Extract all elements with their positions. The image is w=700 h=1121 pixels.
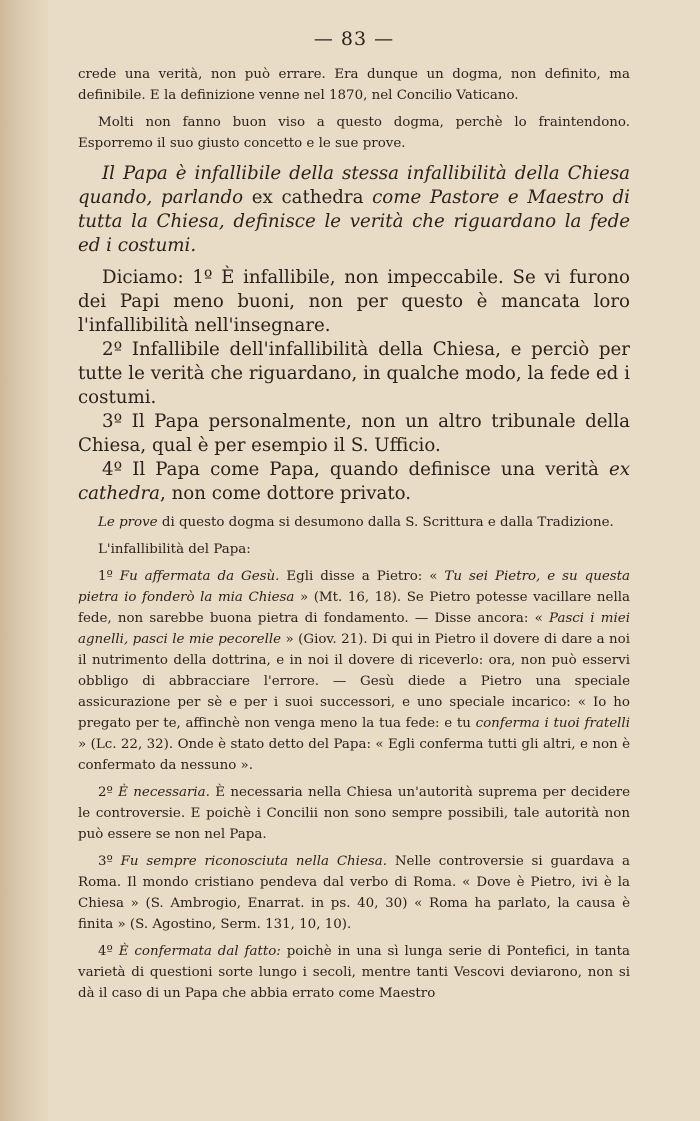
paragraph — [78, 112, 630, 154]
text-run: » (Giov. 21). Di qui in Pietro il dovere di dare a noi il nutrimento della dottrina, e in noi il dovere di riceverlo: ora, non può esservi obbligo di abbracciare l'errore. — Gesù diede a Pietro una speciale assicurazione per sè e per i suoi successori, e uno speciale incarico: « Io ho pregato per te, affinchè non venga meno la tua fede: e tu — [78, 632, 630, 731]
text-run: » (Lc. 22, 32). Onde è stato detto del Papa: « Egli conferma tutti gli altri, e non è confermato da nessuno ». — [78, 737, 630, 773]
italic-text-run: Pasci i miei agnelli, pasci le mie pecorelle — [78, 611, 630, 647]
italic-text-run: Il Papa è infallibile della stessa infallibilità della Chiesa quando, — [78, 163, 630, 208]
text-run: Diciamo: 1º È infallibile, non impeccabile. Se vi furono dei Papi meno buoni, non per questo è mancata loro l'infallibilità nell'insegnare. — [78, 267, 630, 336]
text-run: 3º Il Papa personalmente, non un altro tribunale della Chiesa, qual è per esempio il S. Ufficio. — [78, 411, 630, 456]
italic-text-run: È confermata dal fatto: — [118, 944, 281, 959]
book-spine-shadow — [0, 0, 48, 1121]
text-run: 2º Infallibile dell'infallibilità della Chiesa, e perciò per tutte le verità che riguardano, in qualche modo, la fede ed i costumi. — [78, 339, 630, 408]
text-run: È necessaria nella Chiesa un'autorità suprema per decidere le controversie. E poichè i Concilii non sono sempre possibili, tale autorità non può essere se non nel Papa. — [78, 785, 630, 842]
text-run: 2º — [98, 785, 119, 800]
italic-text-run: ex cathedra — [78, 459, 630, 504]
italic-text-run: conferma i tuoi fratelli — [475, 716, 630, 731]
text-run: poichè in una sì lunga serie di Pontefici, in tanta varietà di questioni sorte lungo i secoli, mentre tanti Vescovi deviarono, non si dà il caso di un Papa che abbia errato come Maestro — [78, 944, 631, 1001]
paragraph — [78, 410, 630, 458]
text-run: » (Mt. 16, 18). Se Pietro potesse vacillare nella fede, non sarebbe buona pietra di fondamento. — Disse ancora: « — [78, 590, 630, 626]
paragraph — [78, 338, 630, 410]
italic-text-run: parlando — [160, 187, 244, 208]
text-run: , non come dottore privato. — [160, 483, 412, 504]
paragraph — [78, 851, 630, 935]
paragraph — [78, 266, 630, 338]
text-run: L'infallibilità del Papa: — [98, 542, 251, 557]
text-run: Egli disse a Pietro: « — [279, 569, 445, 584]
paragraph — [78, 512, 630, 533]
text-run: ex cathedra — [243, 187, 373, 208]
text-run: 4º Il Papa come Papa, quando definisce una verità — [102, 459, 609, 480]
text-run: crede una verità, non può errare. Era dunque un dogma, non definito, ma definibile. E la definizione venne nel 1870, nel Concilio Vaticano. — [78, 67, 630, 103]
paragraph — [78, 64, 630, 106]
text-run: 3º — [98, 854, 121, 869]
italic-text-run: Fu sempre riconosciuta nella Chiesa. — [120, 854, 388, 869]
paragraph — [78, 162, 630, 258]
page-text — [78, 64, 630, 1004]
book-page — [78, 28, 630, 1004]
italic-text-run: Tu sei Pietro, e su questa pietra io fonderò la mia Chiesa — [78, 569, 631, 605]
text-run: di questo dogma si desumono dalla S. Scrittura e dalla Tradizione. — [157, 515, 614, 530]
paragraph — [78, 539, 630, 560]
italic-text-run: come Pastore e Maestro di tutta la Chiesa, definisce le verità che riguardano la fede ed i costumi. — [78, 187, 630, 256]
italic-text-run: Le prove — [98, 515, 158, 530]
page-number: — 83 — — [313, 28, 395, 50]
italic-text-run: È necessaria. — [118, 785, 210, 800]
text-run: 4º — [98, 944, 119, 959]
paragraph — [78, 458, 630, 506]
paragraph — [78, 941, 630, 1004]
text-run: Molti non fanno buon viso a questo dogma, perchè lo fraintendono. Esporremo il suo giusto concetto e le sue prove. — [78, 115, 630, 151]
text-run: 1º — [98, 569, 120, 584]
italic-text-run: Fu affermata da Gesù. — [119, 569, 280, 584]
text-run: Nelle controversie si guardava a Roma. Il mondo cristiano pendeva dal verbo di Roma. « Dove è Pietro, ivi è la Chiesa » (S. Ambrogio, Enarrat. in ps. 40, 30) « Roma ha parlato, la causa è finita » (S. Agostino, Serm. 131, 10, 10). — [78, 854, 630, 932]
paragraph — [78, 566, 630, 776]
paragraph — [78, 782, 630, 845]
